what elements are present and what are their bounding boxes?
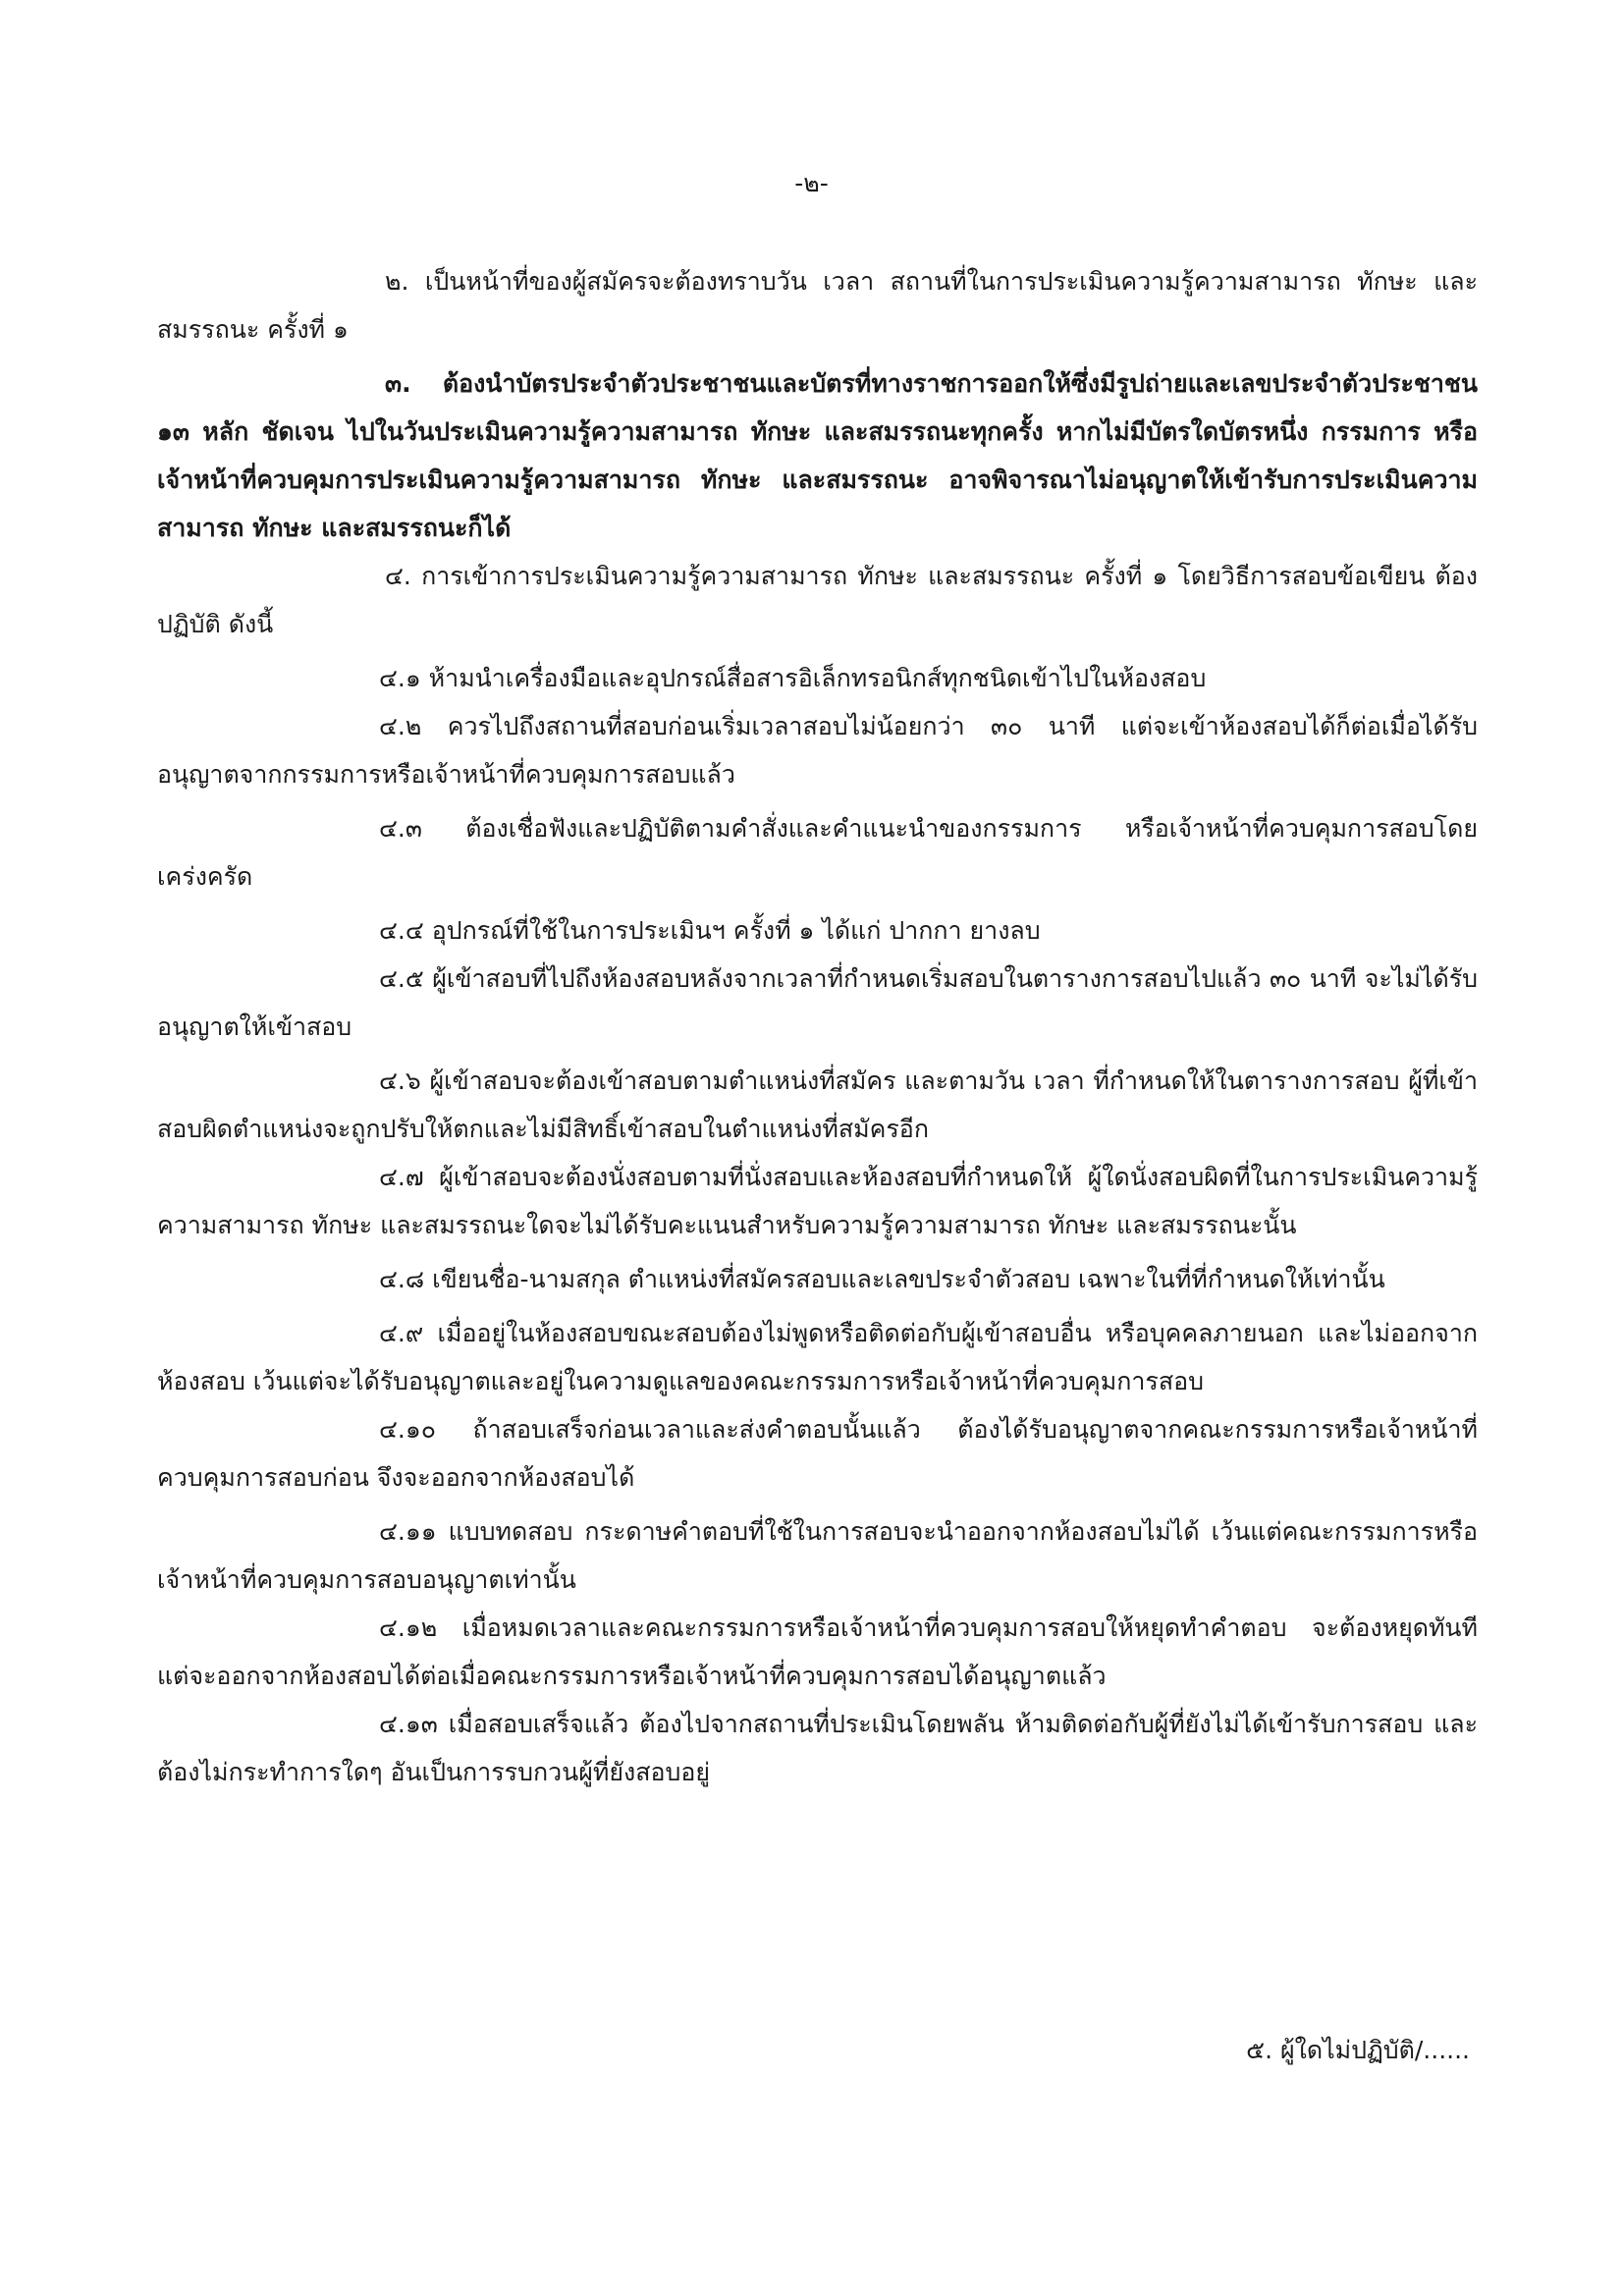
paragraph-4-13: ๔.๑๓ เมื่อสอบเสร็จแล้ว ต้องไปจากสถานที่ประเมินโดยพลัน ห้ามติดต่อกับผู้ที่ยังไม่ได้เข้ารับการสอบ และต้องไม่กระทำการใดๆ อันเป็นการรบกวนผู้ที่ยังสอบอยู่ bbox=[157, 1710, 1478, 1786]
paragraph-4-6: ๔.๖ ผู้เข้าสอบจะต้องเข้าสอบตามตำแหน่งที่สมัคร และตามวัน เวลา ที่กำหนดให้ในตารางการสอบ ผู้ที่เข้าสอบผิดตำแหน่งจะถูกปรับให้ตกและไม่มีสิทธิ์เข้าสอบในตำแหน่งที่สมัครอีก bbox=[157, 1066, 1478, 1143]
paragraph-3: ๓. ต้องนำบัตรประจำตัวประชาชนและบัตรที่ทางราชการออกให้ซึ่งมีรูปถ่ายและเลขประจำตัวประชาชน ๑๓ หลัก ชัดเจน ไปในวันประเมินความรู้ความสามารถ ทักษะ และสมรรถนะทุกครั้ง หากไม่มีบัตรใดบัตรหนึ่ง กรรมการ หรือเจ้าหน้าที่ควบคุมการประเมินความรู้ความสามารถ ทักษะ และสมรรถนะ อาจพิจารณาไม่อนุญาตให้เข้ารับการประเมินความสามารถ ทักษะ และสมรรถนะก็ได้ bbox=[157, 369, 1478, 542]
paragraph-4-7: ๔.๗ ผู้เข้าสอบจะต้องนั่งสอบตามที่นั่งสอบและห้องสอบที่กำหนดให้ ผู้ใดนั่งสอบผิดที่ในการประเมินความรู้ ความสามารถ ทักษะ และสมรรถนะใดจะไม่ได้รับคะแนนสำหรับความรู้ความสามารถ ทักษะ และสมรรถนะนั้น bbox=[157, 1163, 1478, 1239]
paragraph-4-9: ๔.๙ เมื่ออยู่ในห้องสอบขณะสอบต้องไม่พูดหรือติดต่อกับผู้เข้าสอบอื่น หรือบุคคลภายนอก และไม่ออกจากห้องสอบ เว้นแต่จะได้รับอนุญาตและอยู่ในความดูแลของคณะกรรมการหรือเจ้าหน้าที่ควบคุมการสอบ bbox=[157, 1319, 1478, 1395]
document-body bbox=[157, 257, 1478, 1796]
page-number: -๒- bbox=[794, 169, 829, 197]
paragraph-4-11: ๔.๑๑ แบบทดสอบ กระดาษคำตอบที่ใช้ในการสอบจะนำออกจากห้องสอบไม่ได้ เว้นแต่คณะกรรมการหรือเจ้าหน้าที่ควบคุมการสอบอนุญาตเท่านั้น bbox=[157, 1517, 1478, 1594]
paragraph-4-2: ๔.๒ ควรไปถึงสถานที่สอบก่อนเริ่มเวลาสอบไม่น้อยกว่า ๓๐ นาที แต่จะเข้าห้องสอบได้ก็ต่อเมื่อได้รับอนุญาตจากกรรมการหรือเจ้าหน้าที่ควบคุมการสอบแล้ว bbox=[157, 712, 1478, 789]
paragraph-4: ๔. การเข้าการประเมินความรู้ความสามารถ ทักษะ และสมรรถนะ ครั้งที่ ๑ โดยวิธีการสอบข้อเขียน ต้องปฏิบัติ ดังนี้ bbox=[157, 562, 1478, 638]
paragraph-4-1: ๔.๑ ห้ามนำเครื่องมือและอุปกรณ์สื่อสารอิเล็กทรอนิกส์ทุกชนิดเข้าไปในห้องสอบ bbox=[379, 664, 1207, 692]
paragraph-4-12: ๔.๑๒ เมื่อหมดเวลาและคณะกรรมการหรือเจ้าหน้าที่ควบคุมการสอบให้หยุดทำคำตอบ จะต้องหยุดทันที แต่จะออกจากห้องสอบได้ต่อเมื่อคณะกรรมการหรือเจ้าหน้าที่ควบคุมการสอบได้อนุญาตแล้ว bbox=[157, 1613, 1478, 1690]
paragraph-4-4: ๔.๔ อุปกรณ์ที่ใช้ในการประเมินฯ ครั้งที่ ๑ ได้แก่ ปากกา ยางลบ bbox=[379, 916, 1041, 945]
continuation-note: ๕. ผู้ใดไม่ปฏิบัติ/...... bbox=[1246, 2036, 1470, 2064]
paragraph-4-3: ๔.๓ ต้องเชื่อฟังและปฏิบัติตามคำสั่งและคำแนะนำของกรรมการ หรือเจ้าหน้าที่ควบคุมการสอบโดยเคร่งครัด bbox=[157, 814, 1478, 891]
paragraph-4-5: ๔.๕ ผู้เข้าสอบที่ไปถึงห้องสอบหลังจากเวลาที่กำหนดเริ่มสอบในตารางการสอบไปแล้ว ๓๐ นาที จะไม่ได้รับอนุญาตให้เข้าสอบ bbox=[157, 964, 1478, 1041]
paragraph-4-10: ๔.๑๐ ถ้าสอบเสร็จก่อนเวลาและส่งคำตอบนั้นแล้ว ต้องได้รับอนุญาตจากคณะกรรมการหรือเจ้าหน้าที่ควบคุมการสอบก่อน จึงจะออกจากห้องสอบได้ bbox=[157, 1415, 1478, 1492]
paragraph-2: ๒. เป็นหน้าที่ของผู้สมัครจะต้องทราบวัน เวลา สถานที่ในการประเมินความรู้ความสามารถ ทักษะ และสมรรถนะ ครั้งที่ ๑ bbox=[157, 267, 1478, 344]
paragraph-4-8: ๔.๘ เขียนชื่อ-นามสกุล ตำแหน่งที่สมัครสอบและเลขประจำตัวสอบ เฉพาะในที่ที่กำหนดให้เท่านั้น bbox=[379, 1265, 1385, 1293]
